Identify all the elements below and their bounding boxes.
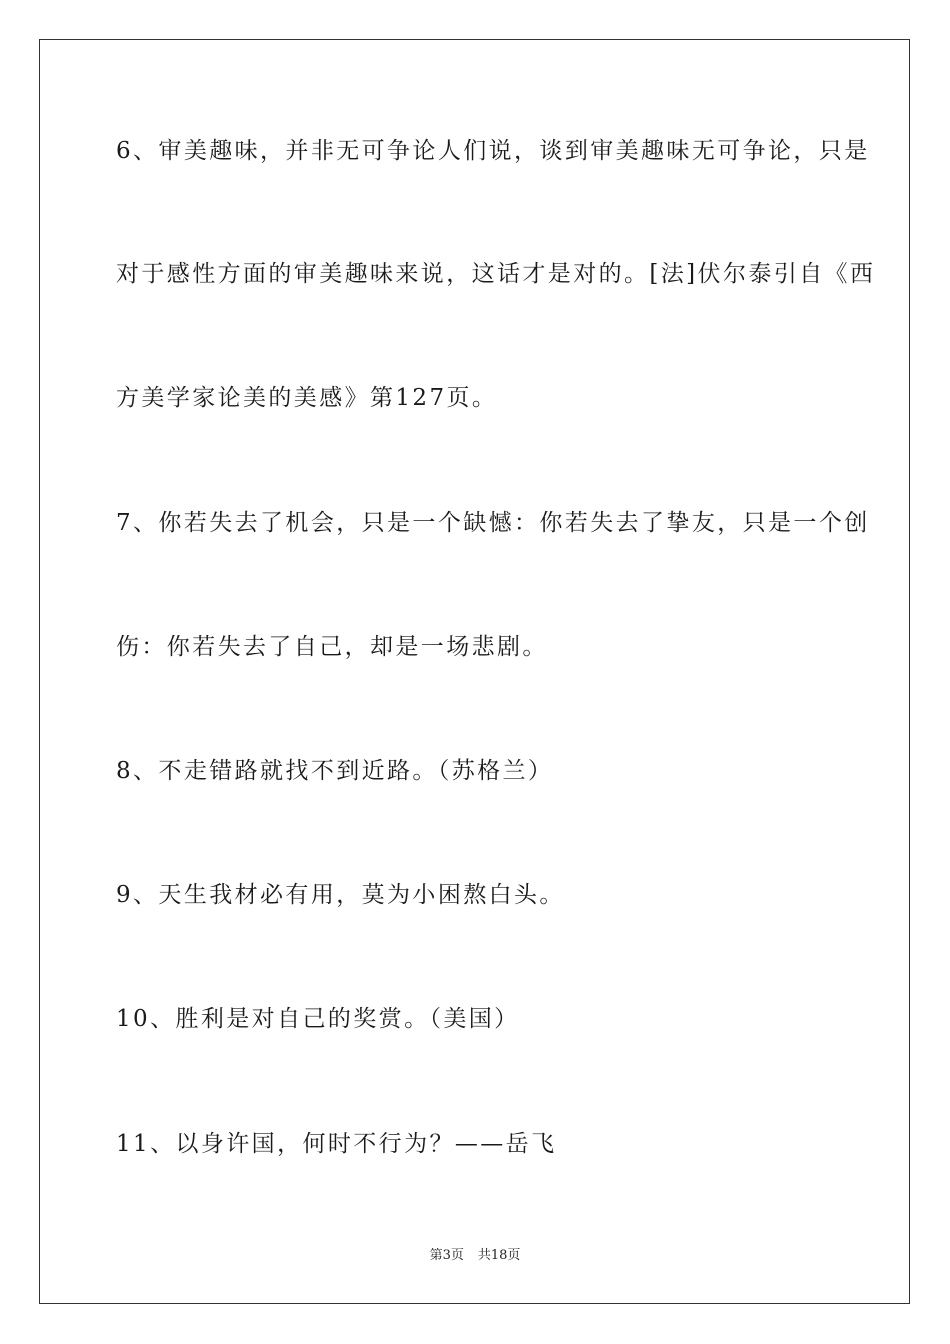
page-footer [0, 1247, 950, 1265]
text-line-9: 11、以身许国，何时不行为？——岳飞 [116, 1131, 557, 1157]
page-number: 第3页 [429, 1248, 464, 1263]
text-line-4: 7、你若失去了机会，只是一个缺憾：你若失去了挚友，只是一个创 [116, 510, 870, 536]
page-total: 共18页 [477, 1248, 521, 1263]
text-line-3: 方美学家论美的美感》第127页。 [116, 385, 498, 411]
text-line-1: 6、审美趣味，并非无可争论人们说，谈到审美趣味无可争论，只是 [116, 138, 870, 164]
text-line-7: 9、天生我材必有用，莫为小困熬白头。 [116, 882, 565, 908]
page-border [39, 39, 910, 1304]
text-line-5: 伤：你若失去了自己，却是一场悲剧。 [116, 634, 548, 660]
text-line-6: 8、不走错路就找不到近路。（苏格兰） [116, 758, 554, 784]
text-line-2: 对于感性方面的审美趣味来说，这话才是对的。[法]伏尔泰引自《西 [116, 261, 876, 287]
text-line-8: 10、胜利是对自己的奖赏。（美国） [116, 1006, 520, 1032]
